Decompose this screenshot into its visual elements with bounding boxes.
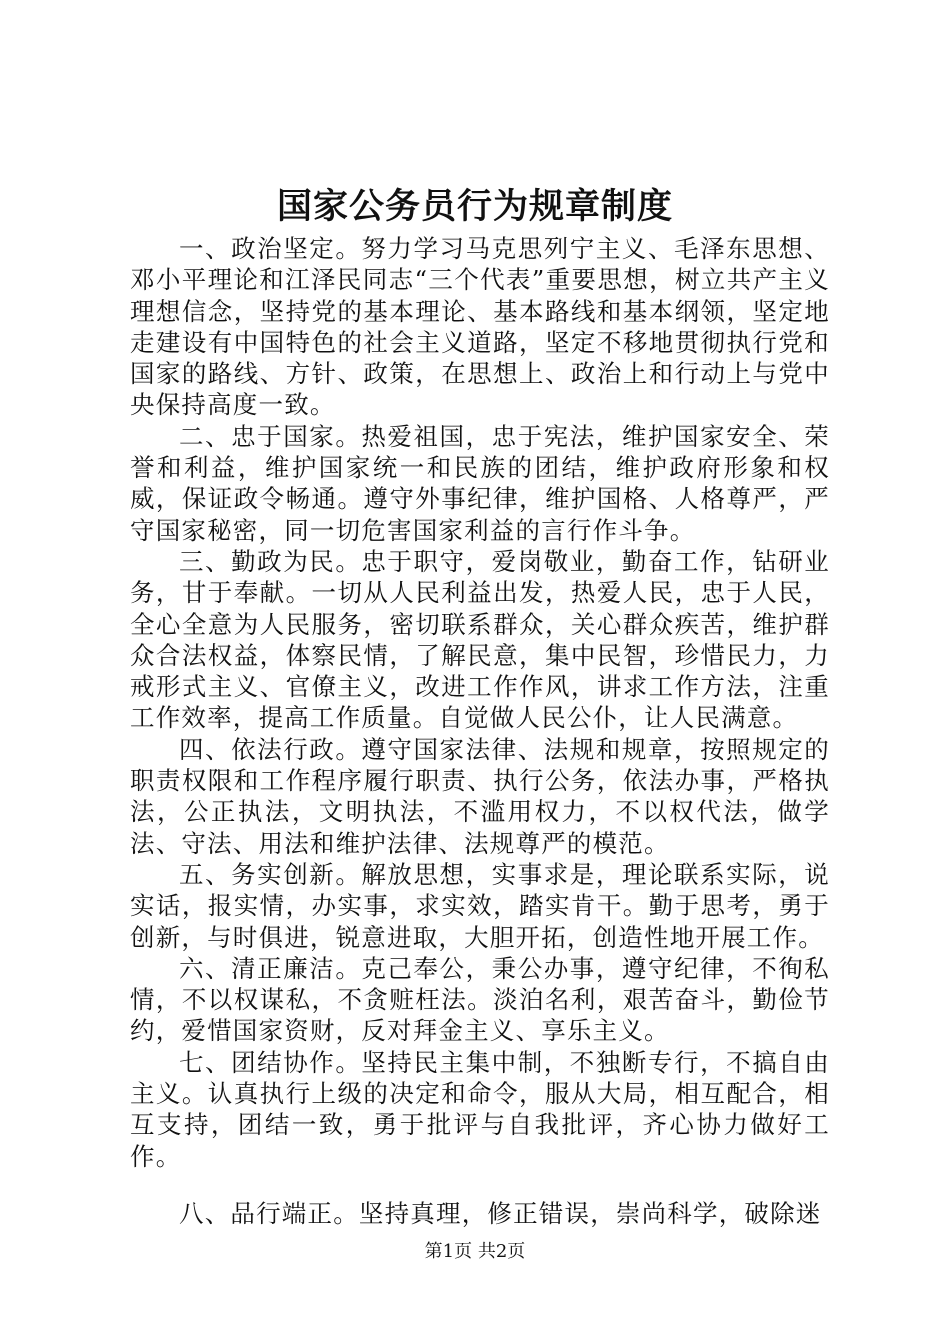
paragraph-3: 三、勤政为民。忠于职守，爱岗敬业，勤奋工作，钻研业务，甘于奉献。一切从人民利益出发，热爱人民，忠于人民，全心全意为人民服务，密切联系群众，关心群众疾苦，维护群众合法权益，体察民情，了解民意，集中民智，珍惜民力，力戒形式主义、官僚主义，改进工作作风，讲求工作方法，注重工作效率，提高工作质量。自觉做人民公仆，让人民满意。 <box>130 546 830 733</box>
paragraph-2: 二、忠于国家。热爱祖国，忠于宪法，维护国家安全、荣誉和利益，维护国家统一和民族的团结，维护政府形象和权威，保证政令畅通。遵守外事纪律，维护国格、人格尊严，严守国家秘密，同一切危害国家利益的言行作斗争。 <box>130 421 830 545</box>
paragraph-7: 七、团结协作。坚持民主集中制，不独断专行，不搞自由主义。认真执行上级的决定和命令，服从大局，相互配合，相互支持，团结一致，勇于批评与自我批评，齐心协力做好工作。 <box>130 1047 830 1171</box>
document-title: 国家公务员行为规章制度 <box>276 186 673 227</box>
document-body <box>130 233 830 1229</box>
paragraph-8: 八、品行端正。坚持真理，修正错误，崇尚科学，破除迷 <box>179 1198 822 1228</box>
paragraph-5: 五、务实创新。解放思想，实事求是，理论联系实际，说实话，报实情，办实事，求实效，踏实肯干。勤于思考，勇于创新，与时俱进，锐意进取，大胆开拓，创造性地开展工作。 <box>130 859 830 952</box>
paragraph-6: 六、清正廉洁。克己奉公，秉公办事，遵守纪律，不徇私情，不以权谋私，不贪赃枉法。淡泊名利，艰苦奋斗，勤俭节约，爱惜国家资财，反对拜金主义、享乐主义。 <box>130 953 830 1046</box>
paragraph-1: 一、政治坚定。努力学习马克思列宁主义、毛泽东思想、邓小平理论和江泽民同志“三个代表”重要思想，树立共产主义理想信念，坚持党的基本理论、基本路线和基本纲领，坚定地走建设有中国特色的社会主义道路，坚定不移地贯彻执行党和国家的路线、方针、政策，在思想上、政治上和行动上与党中央保持高度一致。 <box>130 234 830 420</box>
paragraph-4: 四、依法行政。遵守国家法律、法规和规章，按照规定的职责权限和工作程序履行职责、执行公务，依法办事，严格执法，公正执法，文明执法，不滥用权力，不以权代法，做学法、守法、用法和维护法律、法规尊严的模范。 <box>130 734 830 858</box>
page-footer: 第1页 共2页 <box>424 1241 526 1262</box>
